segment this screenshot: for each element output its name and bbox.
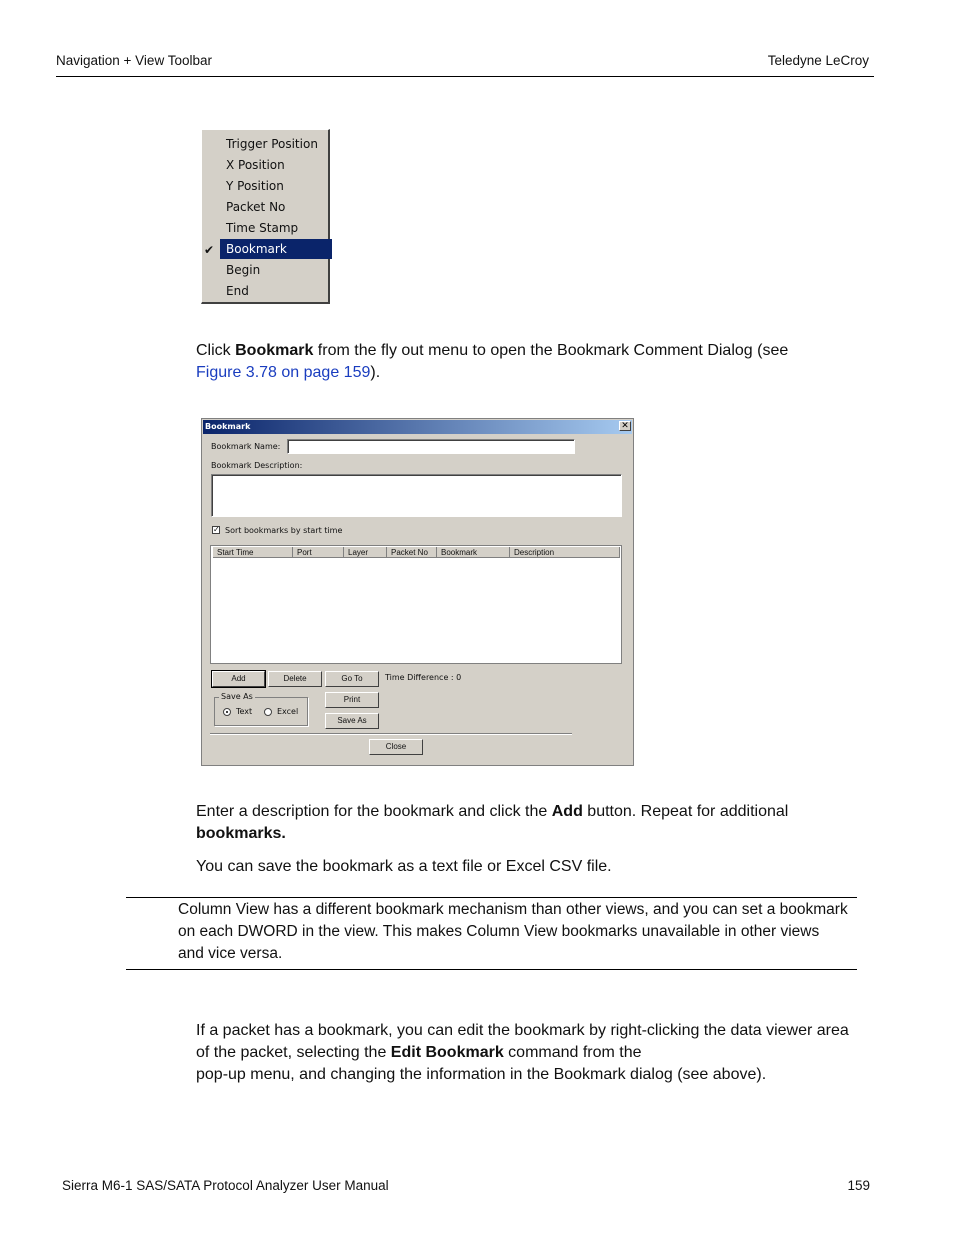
checkmark-icon: ✔ [204,243,215,257]
delete-button[interactable]: Delete [268,671,322,687]
text-radio[interactable] [223,708,231,716]
para1-text: Click [196,342,236,359]
save-as-button[interactable]: Save As [325,713,379,729]
close-icon[interactable]: ✕ [619,421,631,431]
menu-item-x-position[interactable]: X Position [226,158,285,172]
bookmark-description-label: Bookmark Description: [211,461,303,470]
menu-item-bookmark[interactable]: Bookmark [220,239,332,259]
bookmark-name-label: Bookmark Name: [211,442,281,451]
close-button[interactable]: Close [369,739,423,755]
running-header-company: Teledyne LeCroy [767,53,869,68]
note-text: Column View has a different bookmark mechanism than other views, and you can set a bookmark on each DWORD in the view. This makes Column View bookmarks unavailable in other views and vice versa. [178,901,848,962]
column-header-port[interactable]: Port [293,547,344,558]
para2-text-2: button. Repeat for additional [582,803,789,820]
footer-page-number: 159 [847,1178,870,1193]
sort-checkbox-label: Sort bookmarks by start time [225,526,343,535]
para2-text: Enter a description for the bookmark and click the [196,803,552,820]
para4-text: If a packet has a bookmark, you can edit the bookmark by right-clicking the data viewer area of the packet, selecting the [196,1022,849,1061]
menu-item-end[interactable]: End [226,284,249,298]
flyout-menu [201,129,330,304]
header-rule [56,76,874,77]
para2-bold-2: bookmarks. [196,825,286,842]
column-header-layer[interactable]: Layer [344,547,387,558]
menu-item-time-stamp[interactable]: Time Stamp [226,221,299,235]
sort-checkbox[interactable]: ✓ [213,525,220,534]
column-header-bookmark[interactable]: Bookmark [437,547,510,558]
para1-bold: Bookmark [235,342,314,359]
running-header-section: Navigation + View Toolbar [56,53,212,68]
dialog-separator [210,733,572,735]
column-header-packet-no[interactable]: Packet No [387,547,437,558]
column-header-start-time[interactable]: Start Time [213,547,293,558]
para1-text-3: ). [370,364,381,381]
menu-item-packet-no[interactable]: Packet No [226,200,286,214]
figure-link[interactable]: Figure 3.78 on page 159 [196,364,371,381]
note-bottom-rule [126,969,857,970]
instruction-paragraph-3: You can save the bookmark as a text file or Excel CSV file. [196,858,612,875]
save-as-group-label: Save As [221,692,253,701]
bookmark-table[interactable] [210,545,622,664]
column-header-description[interactable]: Description [510,547,620,558]
menu-item-begin[interactable]: Begin [226,263,261,277]
para1-text-2: from the fly out menu to open the Bookmark Comment Dialog (see [313,342,789,359]
instruction-paragraph-1 [196,340,866,384]
instruction-paragraph-2 [196,801,866,845]
add-button[interactable]: Add [212,671,265,687]
dialog-title: Bookmark [205,422,251,431]
text-radio-label: Text [236,707,253,716]
time-difference-label: Time Difference : 0 [385,673,462,682]
para4-text-2: command from the [503,1044,642,1061]
note-top-rule [126,897,857,898]
para4-bold: Edit Bookmark [390,1044,504,1061]
menu-item-trigger-position[interactable]: Trigger Position [226,137,318,151]
instruction-paragraph-4 [196,1020,861,1086]
bookmark-name-input[interactable] [287,439,575,454]
para4-text-3: pop-up menu, and changing the information in the Bookmark dialog (see above). [196,1066,767,1083]
bookmark-description-input[interactable] [211,474,622,517]
dialog-title-bar [203,420,632,434]
para2-bold: Add [551,803,583,820]
menu-item-y-position[interactable]: Y Position [226,179,284,193]
print-button[interactable]: Print [325,692,379,708]
excel-radio[interactable] [264,708,272,716]
excel-radio-label: Excel [277,707,299,716]
goto-button[interactable]: Go To [325,671,379,687]
footer-manual-title: Sierra M6-1 SAS/SATA Protocol Analyzer User Manual [62,1178,389,1193]
